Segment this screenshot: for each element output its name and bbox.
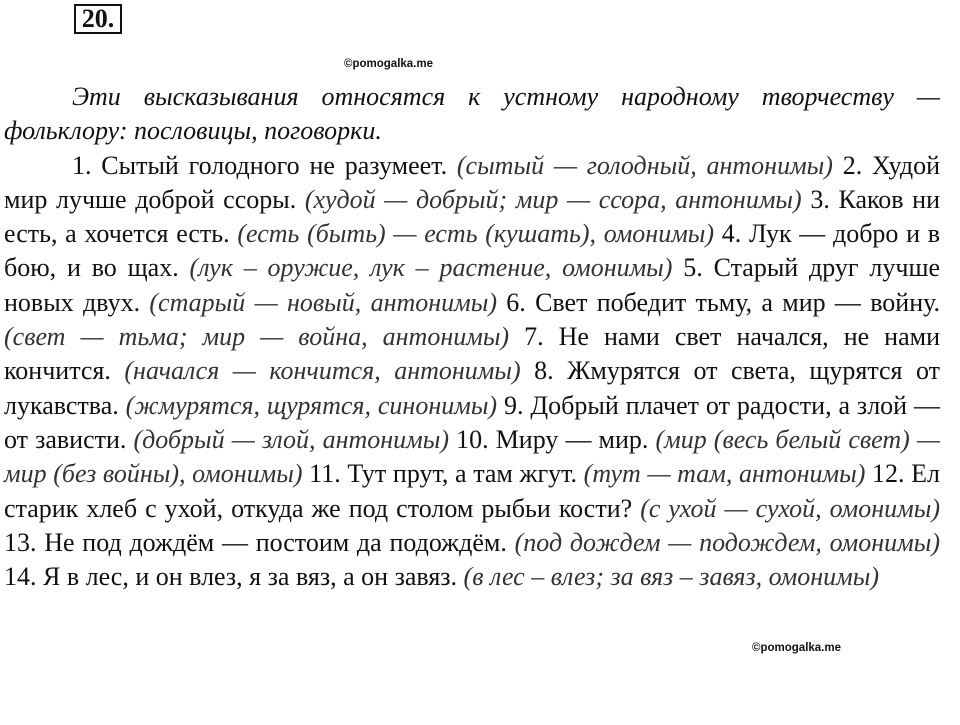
watermark-bottom: ©pomogalka.me <box>752 642 841 654</box>
proverb-note: (тут — там, антонимы) <box>583 459 866 489</box>
proverb-text: 11. Тут прут, а там жгут. <box>309 459 578 489</box>
proverb-text: 7. Не нами свет начался, не нами кончится. <box>4 322 941 386</box>
proverb-note: (худой — добрый; мир — ссора, антонимы) <box>304 184 802 214</box>
proverb-text: 3. Каков ни есть, а хочется есть. <box>4 184 941 249</box>
proverb-note: (сытый — голодный, антонимы) <box>456 150 833 180</box>
proverb-note: (под дождем — подождем, омонимы) <box>514 527 940 557</box>
proverb-note: (добрый — злой, антонимы) <box>133 424 450 454</box>
proverb-note: (жмурятся, щурятся, синонимы) <box>125 390 498 420</box>
proverb-note: (начался — кончится, антонимы) <box>124 356 521 386</box>
proverb-text: 12. Ел старик хлеб с ухой, откуда же под столом рыбьи кости? <box>4 459 941 523</box>
document-body <box>4 80 940 594</box>
proverb-text: 1. Сытый голодного не разумеет. <box>72 150 448 180</box>
proverb-note: (в лес – влез; за вяз – завяз, омонимы) <box>463 562 879 592</box>
proverb-note: (старый — новый, антонимы) <box>149 287 497 317</box>
proverb-note: (лук – оружие, лук – растение, омонимы) <box>189 253 673 283</box>
proverb-note: (есть (быть) — есть (кушать), омонимы) <box>237 219 715 249</box>
proverb-text: 2. Худой мир лучше доброй ссоры. <box>4 150 941 214</box>
proverb-text: 13. Не под дождём — постоим да подождём. <box>4 527 507 557</box>
proverb-text: 14. Я в лес, и он влез, я за вяз, а он завяз. <box>4 562 458 592</box>
proverb-note: (свет — тьма; мир — война, антонимы) <box>4 322 510 352</box>
proverb-text: 9. Добрый плачет от радости, а злой — от зависти. <box>4 390 940 454</box>
proverb-text: 8. Жмурятся от света, щурятся от лукавства. <box>4 356 941 420</box>
proverb-text: 6. Свет победит тьму, а мир — войну. <box>506 287 941 317</box>
proverb-text: 5. Старый друг лучше новых двух. <box>4 253 941 317</box>
proverb-note: (мир (весь белый свет) — мир (без войны), омонимы) <box>4 424 941 489</box>
watermark-top: ©pomogalka.me <box>344 58 433 70</box>
proverb-text: 4. Лук — добро и в бою, и во щах. <box>4 219 941 283</box>
task-number: 20. <box>74 4 122 34</box>
proverbs-paragraph <box>4 149 940 595</box>
proverb-note: (с ухой — сухой, омонимы) <box>640 493 941 523</box>
intro-paragraph: Эти высказывания относятся к устному народному творчеству — фольклору: пословицы, поговорки. <box>4 82 940 146</box>
proverb-text: 10. Миру — мир. <box>456 424 649 454</box>
